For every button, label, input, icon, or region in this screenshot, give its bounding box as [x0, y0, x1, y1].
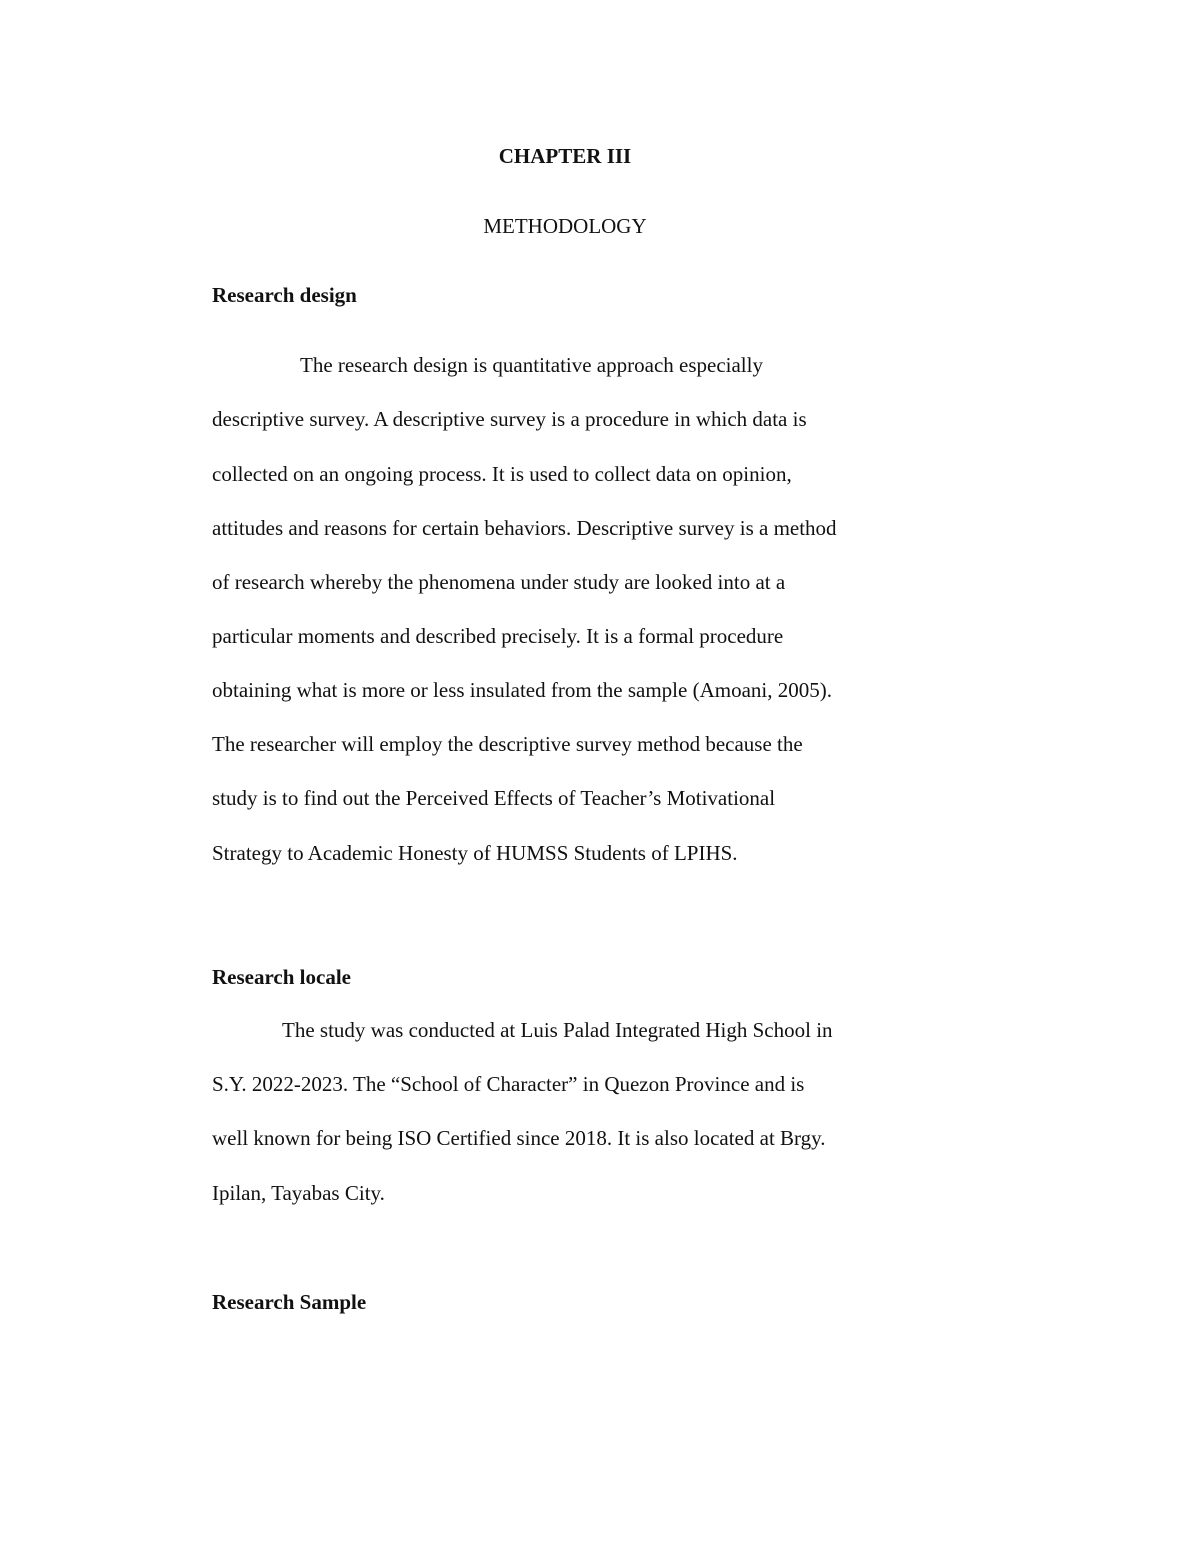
- paragraph-line: collected on an ongoing process. It is used to collect data on opinion,: [212, 462, 792, 486]
- paragraph-line: The research design is quantitative approach especially: [300, 353, 763, 377]
- paragraph-line: descriptive survey. A descriptive survey is a procedure in which data is: [212, 407, 807, 431]
- section-heading-research-sample: Research Sample: [212, 1290, 367, 1314]
- paragraph-line: study is to find out the Perceived Effects of Teacher’s Motivational: [212, 786, 776, 810]
- paragraph-line: of research whereby the phenomena under study are looked into at a: [212, 570, 786, 594]
- paragraph-line: obtaining what is more or less insulated from the sample (Amoani, 2005).: [212, 678, 832, 702]
- paragraph-line: Ipilan, Tayabas City.: [212, 1181, 385, 1205]
- paragraph-line: Strategy to Academic Honesty of HUMSS Students of LPIHS.: [212, 841, 738, 865]
- paragraph-line: particular moments and described precisely. It is a formal procedure: [212, 624, 784, 648]
- paragraph-line: well known for being ISO Certified since 2018. It is also located at Brgy.: [212, 1126, 826, 1150]
- chapter-title: METHODOLOGY: [483, 214, 647, 238]
- section-heading-research-design: Research design: [212, 283, 357, 307]
- paragraph-line: S.Y. 2022-2023. The “School of Character” in Quezon Province and is: [212, 1072, 805, 1096]
- paragraph-line: attitudes and reasons for certain behaviors. Descriptive survey is a method: [212, 516, 837, 540]
- chapter-number: CHAPTER III: [498, 144, 632, 168]
- paragraph-line: The researcher will employ the descriptive survey method because the: [212, 732, 803, 756]
- paragraph-line: The study was conducted at Luis Palad Integrated High School in: [282, 1018, 833, 1042]
- section-heading-research-locale: Research locale: [212, 965, 351, 989]
